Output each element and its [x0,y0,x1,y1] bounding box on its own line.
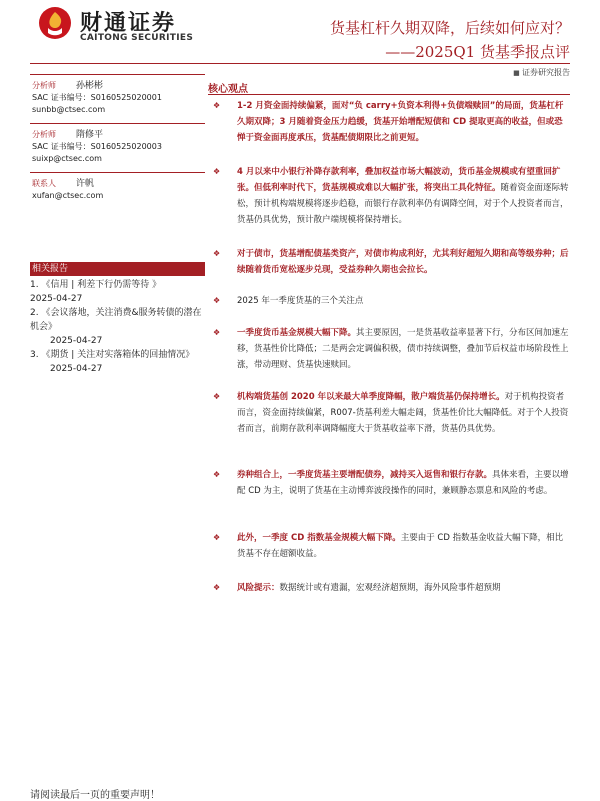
analyst-email[interactable]: sunbb@ctsec.com [32,105,106,114]
related-report-title[interactable]: 3. 《期货 | 关注对实落箱体的回抽情况》 [30,350,195,360]
analyst-email[interactable]: suixp@ctsec.com [32,154,102,163]
analyst-cert: SAC 证书编号：S0160525020003 [32,142,162,151]
analyst-name: 隋修平 [76,130,104,140]
point-highlight: 1-2 月资金面持续偏紧，面对“负 carry+负资本利得+负债端赎回”的局面，货基杠杆久期双降；3 月随着资金压力趋缓，货基开始增配短债和 CD 提取更高的收益，但或恐惮于资金面再度承压，货基配债期限比之前更短。 [237,101,564,143]
point-highlight: 券种组合上，一季度货基主要增配债券，减持买入返售和银行存款。 [237,470,493,480]
analyst-card [30,74,205,123]
core-point [213,246,570,278]
analyst-cert: SAC 证书编号：S0160525020001 [32,93,162,102]
point-text: 主要由于 CD 指数基金收益大幅下降，相比货基不存在超额收益。 [237,533,564,559]
diamond-bullet-icon: ❖ [213,533,221,542]
contact-email[interactable]: xufan@ctsec.com [32,191,104,200]
core-point [213,98,570,146]
contact-name: 许帆 [76,179,95,189]
analyst-card [30,123,205,172]
logo-chinese-name: 财通证券 [80,11,177,36]
diamond-bullet-icon: ❖ [213,470,221,479]
point-text: 对于机构投资者而言，资金面持续偏紧，R007-货基利差大幅走阔，货基性价比大幅降低。对于个人投资者而言，前期存款利率调降幅度大于货基收益率下滑，货基仍具优势。 [237,392,569,434]
analyst-role: 分析师 [32,81,56,90]
point-text: 随着资金面逐际转松，预计机构端规模将逐步趋稳，而银行存款利率仍有调降空间，对于个人投资者而言，货基仍具优势，预计散户端规模将保持增长。 [237,183,569,225]
related-report-date: 2025-04-27 [30,294,83,304]
core-point [213,580,570,596]
core-point [213,389,570,437]
report-type-label: ■ 证券研究报告 [513,67,570,78]
diamond-bullet-icon: ❖ [213,296,221,305]
related-reports-list [30,278,205,376]
diamond-bullet-icon: ❖ [213,583,221,592]
diamond-bullet-icon: ❖ [213,101,221,110]
diamond-bullet-icon: ❖ [213,167,221,176]
contact-card [30,172,205,209]
point-highlight: 4 月以来中小银行补降存款利率，叠加权益市场大幅波动，货币基金规模或有望重回扩张。但低利率时代下，货基规模或难以大幅扩张，将突出工具化特征。 [237,167,561,193]
contact-role: 联系人 [32,179,56,188]
core-point [213,530,570,562]
core-point [213,467,570,499]
risk-warning-text: 数据统计或有遗漏，宏观经济超预期，海外风险事件超预期 [279,583,501,593]
related-report-title[interactable]: 1. 《信用 | 利差下行仍需等待 》 [30,280,162,290]
analyst-name: 孙彬彬 [76,81,104,91]
related-report-item[interactable] [30,348,205,376]
report-subtitle: ——2025Q1 货基季报点评 [385,43,570,61]
disclaimer-notice: 请阅读最后一页的重要声明！ [30,790,160,801]
point-text: 其主要原因，一是货基收益率显著下行，分布区间加速左移，货基性价比降低；二是两会定调偏积极，债市持续调整，叠加节后权益市场阶段性上涨，带动理财、货基快速赎回。 [237,328,569,370]
caitong-logo-icon [38,6,72,40]
point-text: 具体来看，主要以增配 CD 为主，说明了货基在主动博弈波段操作的同时，兼顾静态票息和风险的考虑。 [237,470,569,496]
point-highlight: 对于债市，货基增配债基类资产，对债市构成利好，尤其利好超短久期和高等级券种；后续随着货币宽松逐步兑现，受益券种久期也会拉长。 [237,249,569,275]
related-report-item[interactable] [30,306,205,348]
point-highlight: 此外，一季度 CD 指数基金规模大幅下降。 [237,533,401,543]
point-highlight: 一季度货币基金规模大幅下降。 [237,328,357,338]
analyst-panel [30,74,205,209]
diamond-bullet-icon: ❖ [213,249,221,258]
section-subheading: 2025 年一季度货基的三个关注点 [237,296,364,306]
analyst-role: 分析师 [32,130,56,139]
logo-english-name: CAITONG SECURITIES [80,33,194,43]
core-point [213,293,570,309]
related-report-title[interactable]: 2. 《会议落地，关注消费&服务转债的潜在机会》 [30,308,202,332]
header-divider [30,63,570,64]
related-report-date: 2025-04-27 [50,336,103,346]
diamond-bullet-icon: ❖ [213,328,221,337]
core-point [213,325,570,373]
report-title: 货基杠杆久期双降，后续如何应对？ [329,19,570,37]
risk-warning-label: 风险提示： [237,583,280,593]
core-view-heading: 核心观点 [208,80,570,95]
related-reports-heading: 相关报告 [30,262,205,276]
diamond-bullet-icon: ❖ [213,392,221,401]
related-report-item[interactable] [30,278,205,306]
related-report-date: 2025-04-27 [50,364,103,374]
core-point [213,164,570,228]
point-highlight: 机构端货基创 2020 年以来最大单季度降幅，散户端货基仍保持增长。 [237,392,505,402]
